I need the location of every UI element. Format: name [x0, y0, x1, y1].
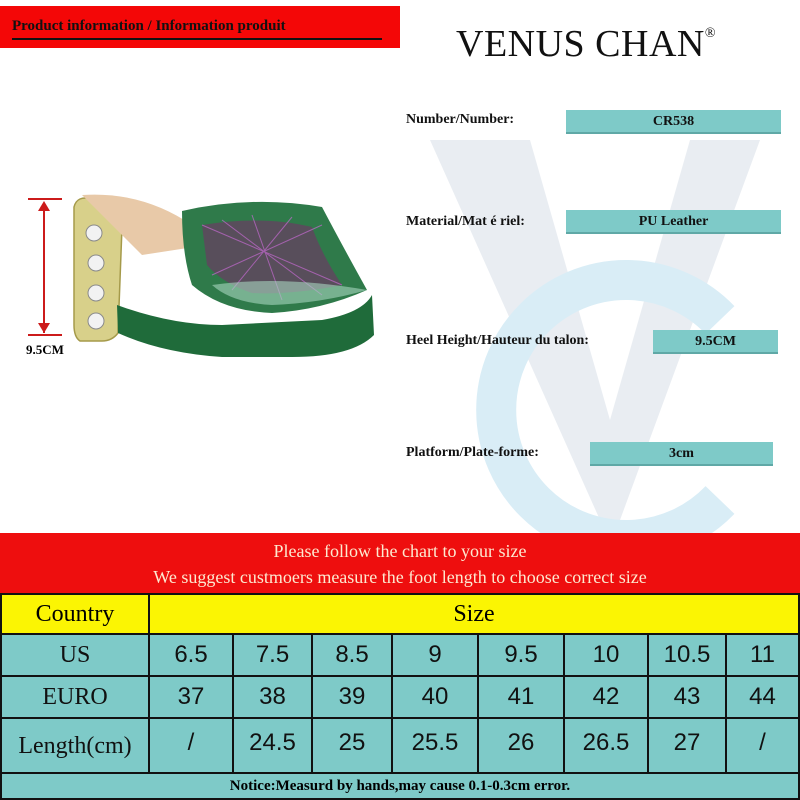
- table-cell: 40: [391, 675, 479, 719]
- table-cell: 24.5: [232, 717, 313, 775]
- table-cell: 25.5: [391, 717, 479, 775]
- table-cell: 9.5: [477, 633, 565, 677]
- table-cell: 42: [563, 675, 649, 719]
- table-cell: 26: [477, 717, 565, 775]
- table-cell: 26.5: [563, 717, 649, 775]
- table-cell: 10: [563, 633, 649, 677]
- table-cell: 39: [311, 675, 393, 719]
- table-cell: 27: [647, 717, 727, 775]
- platform-label: Platform/Plate-forme:: [406, 445, 539, 460]
- registered-mark: ®: [704, 26, 716, 41]
- table-cell: 25: [311, 717, 393, 775]
- row-label-length: Length(cm): [0, 717, 150, 775]
- table-cell: /: [725, 717, 800, 775]
- product-info-banner: [0, 6, 400, 48]
- brand-name: VENUS CHAN: [456, 23, 705, 65]
- table-cell: 37: [148, 675, 234, 719]
- measurement-notice: Notice:Measurd by hands,may cause 0.1-0.3cm error.: [0, 772, 800, 800]
- notice-line-2: We suggest custmoers measure the foot length to choose correct size: [153, 567, 647, 587]
- table-cell: 11: [725, 633, 800, 677]
- material-label: Material/Mat é riel:: [406, 214, 525, 229]
- size-header: Size: [148, 593, 800, 635]
- table-cell: 38: [232, 675, 313, 719]
- row-label-us: US: [0, 633, 150, 677]
- height-arrow: [28, 199, 62, 335]
- table-cell: 7.5: [232, 633, 313, 677]
- table-cell: 44: [725, 675, 800, 719]
- notice-line-1: Please follow the chart to your size: [273, 541, 527, 561]
- platform-value: 3cm: [590, 442, 773, 466]
- table-cell: 41: [477, 675, 565, 719]
- size-notice-band: [0, 533, 800, 593]
- table-cell: 8.5: [311, 633, 393, 677]
- heel-height-annotation: 9.5CM: [26, 342, 64, 357]
- banner-underline: [12, 38, 382, 40]
- size-chart-table: [0, 593, 800, 773]
- table-cell: 43: [647, 675, 727, 719]
- number-label: Number/Number:: [406, 112, 515, 127]
- table-cell: 6.5: [148, 633, 234, 677]
- banner-title: Product information / Information produit: [12, 18, 286, 34]
- table-cell: /: [148, 717, 234, 775]
- row-label-euro: EURO: [0, 675, 150, 719]
- table-cell: 10.5: [647, 633, 727, 677]
- number-value: CR538: [566, 110, 781, 134]
- shoe-image: [22, 185, 392, 365]
- country-header: Country: [0, 593, 150, 635]
- table-cell: 9: [391, 633, 479, 677]
- material-value: PU Leather: [566, 210, 781, 234]
- brand-logo: [456, 22, 716, 66]
- heel-height-label: Heel Height/Hauteur du talon:: [406, 333, 589, 348]
- heel-height-value: 9.5CM: [653, 330, 778, 354]
